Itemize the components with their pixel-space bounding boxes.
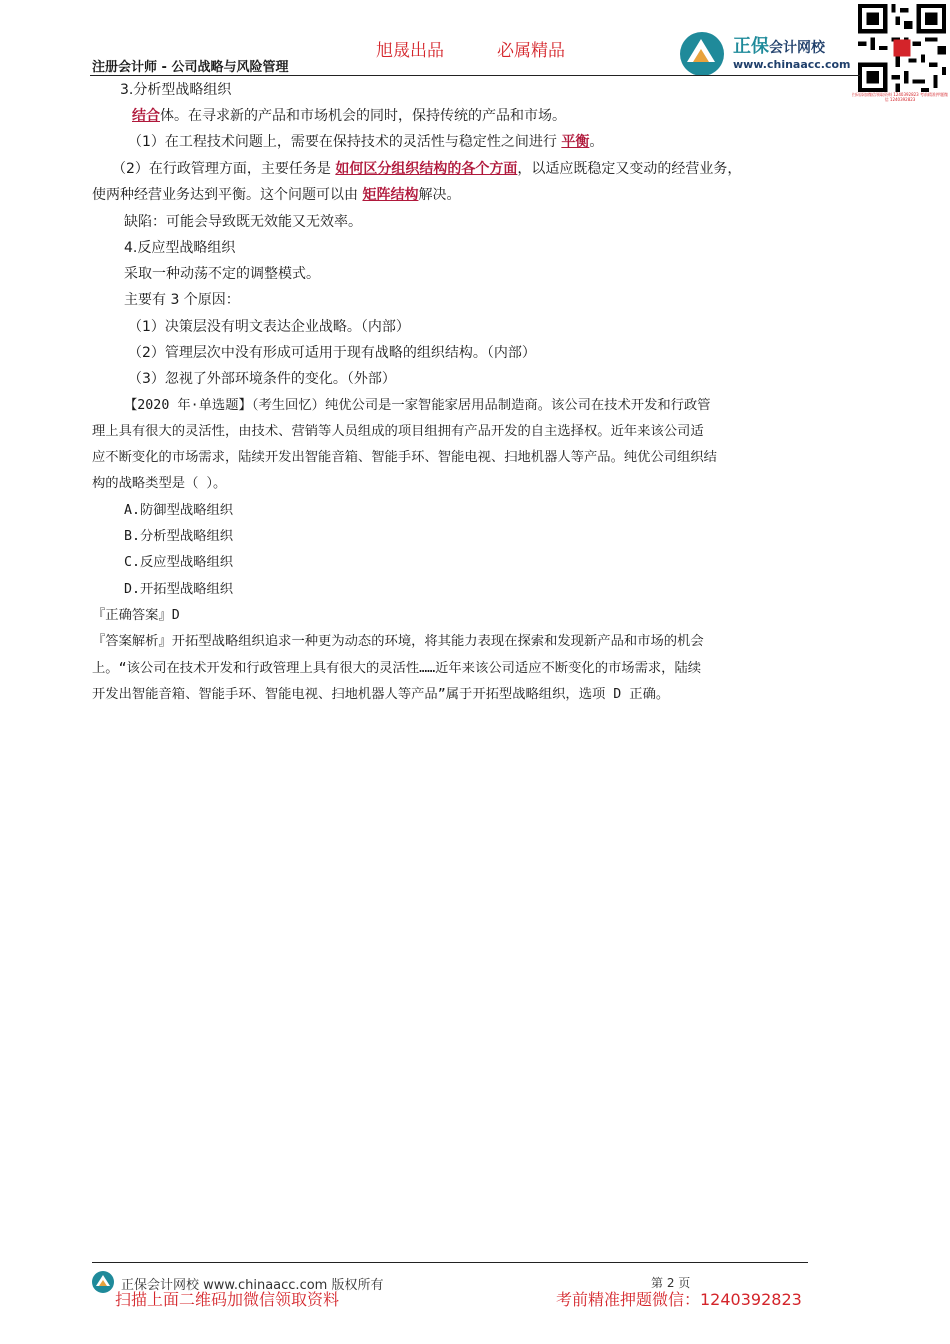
paragraph-text: ，以适应既稳定又变动的经营业务， — [517, 161, 742, 177]
paragraph-text: 使两种经营业务达到平衡。这个问题可以由 — [92, 187, 363, 203]
paragraph-text: 。 — [589, 134, 604, 150]
logo-brand — [733, 32, 825, 58]
paragraph-matrix — [92, 185, 460, 205]
paragraph-reasons: 主要有 3 个原因： — [124, 292, 240, 308]
question-line-4: 构的战略类型是（ ）。 — [92, 476, 227, 491]
list-item-reason-3: （3）忽视了外部环境条件的变化。（外部） — [128, 371, 396, 387]
paragraph-reactive: 采取一种动荡不定的调整模式。 — [124, 266, 320, 282]
qr-code-icon — [858, 4, 946, 92]
section-heading-analytic: 3.分析型战略组织 — [120, 82, 232, 98]
footer-divider — [92, 1262, 808, 1263]
footer-copyright: 正保会计网校 www.chinaacc.com 版权所有 — [121, 1278, 384, 1293]
course-title: 注册会计师 - 公司战略与风险管理 — [92, 60, 289, 75]
option-d: D.开拓型战略组织 — [124, 582, 234, 597]
paragraph-engineering — [128, 132, 603, 152]
promo-text-1: 旭晟出品 — [376, 41, 444, 61]
keyword-balance: 平衡 — [561, 134, 590, 150]
keyword-combination: 结合 — [132, 108, 160, 124]
logo-name: 正保 — [733, 36, 769, 57]
paragraph-administration — [112, 159, 741, 179]
paragraph-text: 体。在寻求新的产品和市场机会的同时，保持传统的产品和市场。 — [160, 108, 566, 124]
explanation-line-2: 上。“该公司在技术开发和行政管理上具有很大的灵活性……近年来该公司适应不断变化的市场需求，陆续 — [92, 661, 702, 676]
paragraph-defect: 缺陷：可能会导致既无效能又无效率。 — [124, 214, 362, 230]
paragraph-text: 解决。 — [418, 187, 461, 203]
logo-sub: 会计网校 — [769, 40, 825, 56]
header-divider — [90, 75, 860, 76]
promo-text-2: 必属精品 — [497, 41, 565, 61]
watermark-right: 考前精准押题微信：1240392823 — [556, 1290, 802, 1309]
paragraph-text: （1）在工程技术问题上，需要在保持技术的灵活性与稳定性之间进行 — [128, 134, 562, 150]
page-number: 第 2 页 — [651, 1276, 691, 1290]
qr-caption: 扫码添加微信领取资料 1240392823 考前精准押题微信 1240392823 — [852, 92, 948, 102]
watermark-left: 扫描上面二维码加微信领取资料 — [115, 1290, 340, 1309]
keyword-matrix: 矩阵结构 — [362, 187, 419, 203]
section-heading-reactive: 4.反应型战略组织 — [124, 240, 236, 256]
footer-logo-icon — [91, 1270, 115, 1294]
option-a: A.防御型战略组织 — [124, 503, 234, 518]
list-item-reason-1: （1）决策层没有明文表达企业战略。（内部） — [128, 319, 410, 335]
keyword-structure-aspects: 如何区分组织结构的各个方面 — [335, 161, 518, 177]
question-line-2: 理上具有很大的灵活性，由技术、营销等人员组成的项目组拥有产品开发的自主选择权。近年来该公司适 — [92, 424, 704, 439]
question-line-1: 【2020 年·单选题】（考生回忆）纯优公司是一家智能家居用品制造商。该公司在技术开发和行政管 — [124, 398, 711, 413]
list-item-reason-2: （2）管理层次中没有形成可适用于现有战略的组织结构。（内部） — [128, 345, 536, 361]
paragraph-text: （2）在行政管理方面，主要任务是 — [112, 161, 336, 177]
option-c: C.反应型战略组织 — [124, 555, 234, 570]
logo-url: www.chinaacc.com — [733, 58, 851, 71]
explanation-line-1: 『答案解析』开拓型战略组织追求一种更为动态的环境，将其能力表现在探索和发现新产品和市场的机会 — [92, 634, 704, 649]
paragraph-combination — [132, 106, 566, 126]
option-b: B.分析型战略组织 — [124, 529, 234, 544]
correct-answer: 『正确答案』D — [92, 608, 180, 623]
question-line-3: 应不断变化的市场需求，陆续开发出智能音箱、智能手环、智能电视、扫地机器人等产品。纯优公司组织结 — [92, 450, 717, 465]
explanation-line-3: 开发出智能音箱、智能手环、智能电视、扫地机器人等产品”属于开拓型战略组织，选项 D 正确。 — [92, 687, 670, 702]
